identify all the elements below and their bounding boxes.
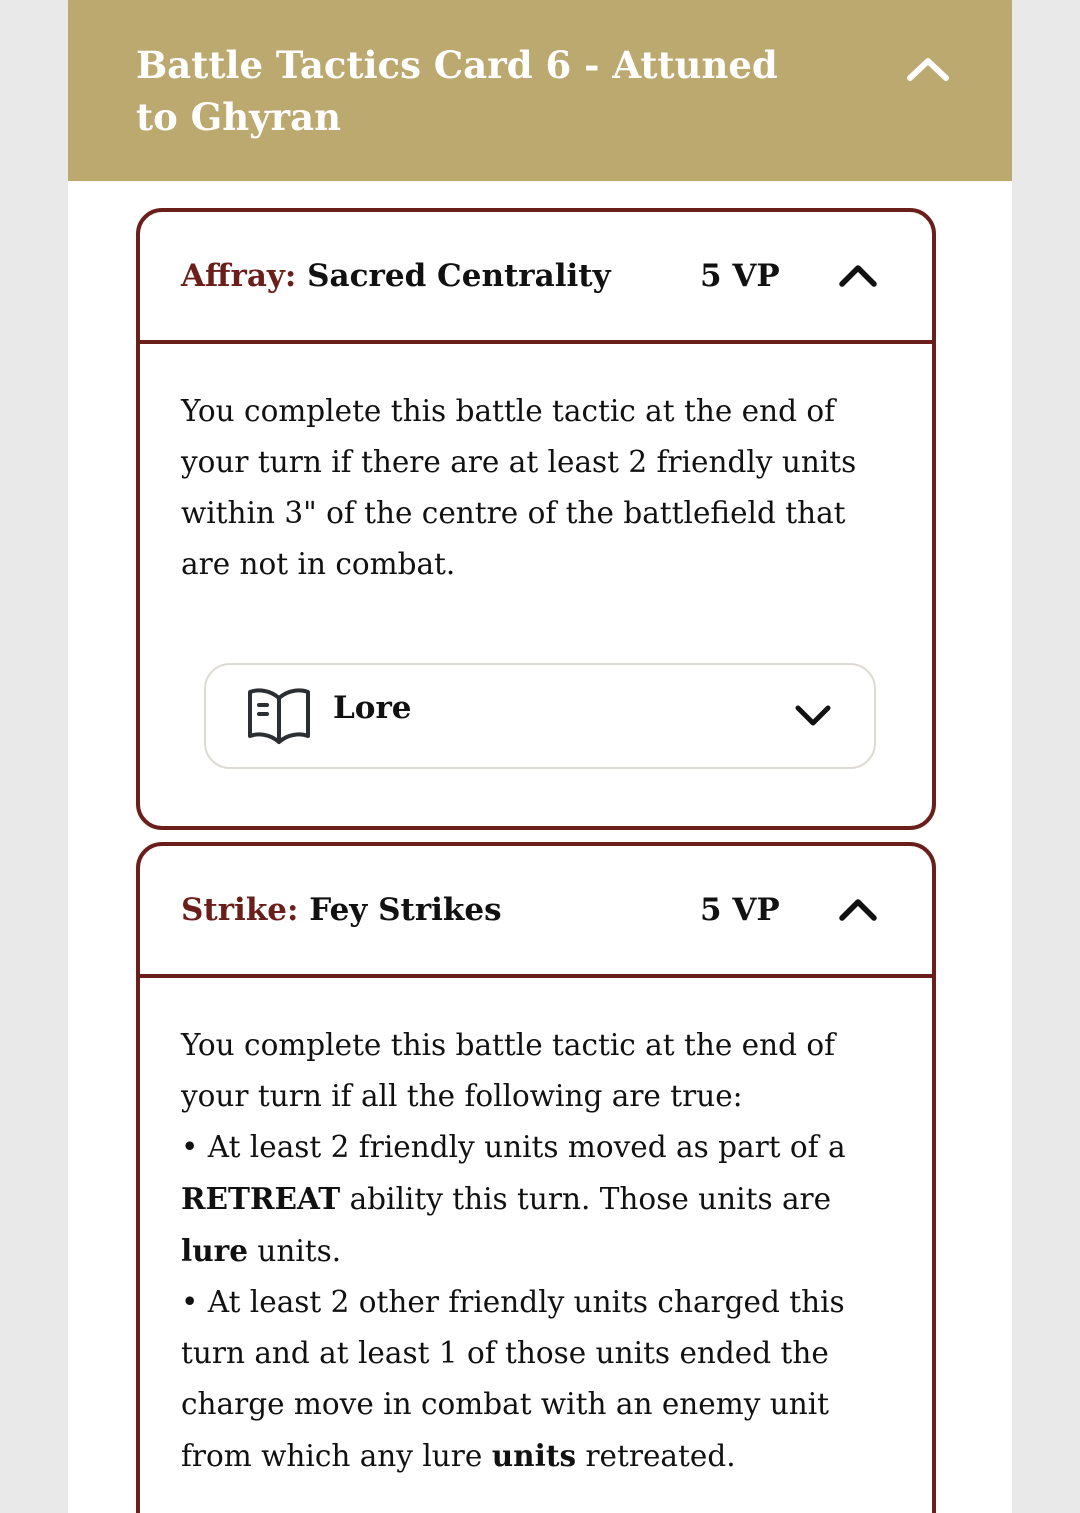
text-run: units. bbox=[247, 1234, 342, 1268]
battle-tactic-card-strike bbox=[136, 842, 936, 1513]
lore-dropdown[interactable] bbox=[204, 663, 876, 769]
lore-label: Lore bbox=[333, 690, 412, 726]
card-title bbox=[181, 212, 611, 340]
text-run: You complete this battle tactic at the end of your turn if there are at least 2 friendly units within 3" of the centre of the battlefield that are not in combat. bbox=[181, 394, 857, 581]
text-run: retreated. bbox=[576, 1439, 736, 1473]
tactic-name: Fey Strikes bbox=[309, 892, 502, 928]
section-title: Battle Tactics Card 6 - Attuned to Ghyran bbox=[136, 43, 778, 139]
tactic-type-label: Strike: bbox=[181, 892, 299, 928]
tactic-name: Sacred Centrality bbox=[307, 258, 611, 294]
card-header[interactable] bbox=[140, 212, 932, 344]
chevron-up-icon[interactable] bbox=[900, 48, 956, 92]
open-book-icon bbox=[246, 685, 312, 745]
card-body bbox=[140, 978, 932, 1482]
bold-keyword: lure bbox=[181, 1233, 248, 1268]
card-header[interactable] bbox=[140, 846, 932, 978]
battle-tactic-card-affray bbox=[136, 208, 936, 830]
chevron-up-icon[interactable] bbox=[836, 258, 880, 294]
tactic-condition bbox=[181, 1122, 892, 1277]
victory-points: 5 VP bbox=[700, 258, 780, 294]
bold-keyword: RETREAT bbox=[181, 1181, 341, 1216]
tactic-description bbox=[181, 386, 892, 590]
section-header[interactable] bbox=[68, 0, 1012, 181]
chevron-down-icon bbox=[792, 699, 834, 731]
chevron-up-icon[interactable] bbox=[836, 892, 880, 928]
victory-points: 5 VP bbox=[700, 892, 780, 928]
card-title bbox=[181, 846, 502, 974]
text-run: • At least 2 friendly units moved as part of a bbox=[181, 1130, 846, 1164]
tactic-condition bbox=[181, 1277, 892, 1482]
tactic-description bbox=[181, 1020, 892, 1122]
text-run: ability this turn. Those units are bbox=[340, 1182, 832, 1216]
bold-keyword: units bbox=[491, 1438, 577, 1473]
battle-tactics-panel bbox=[68, 0, 1012, 1513]
text-run: • At least 2 other friendly units charged this turn and at least 1 of those units ended the charge move in combat with an enemy unit from which any lure bbox=[181, 1285, 845, 1473]
tactic-type-label: Affray: bbox=[181, 258, 297, 294]
card-body bbox=[140, 344, 932, 590]
text-run: You complete this battle tactic at the end of your turn if all the following are true: bbox=[181, 1028, 836, 1113]
